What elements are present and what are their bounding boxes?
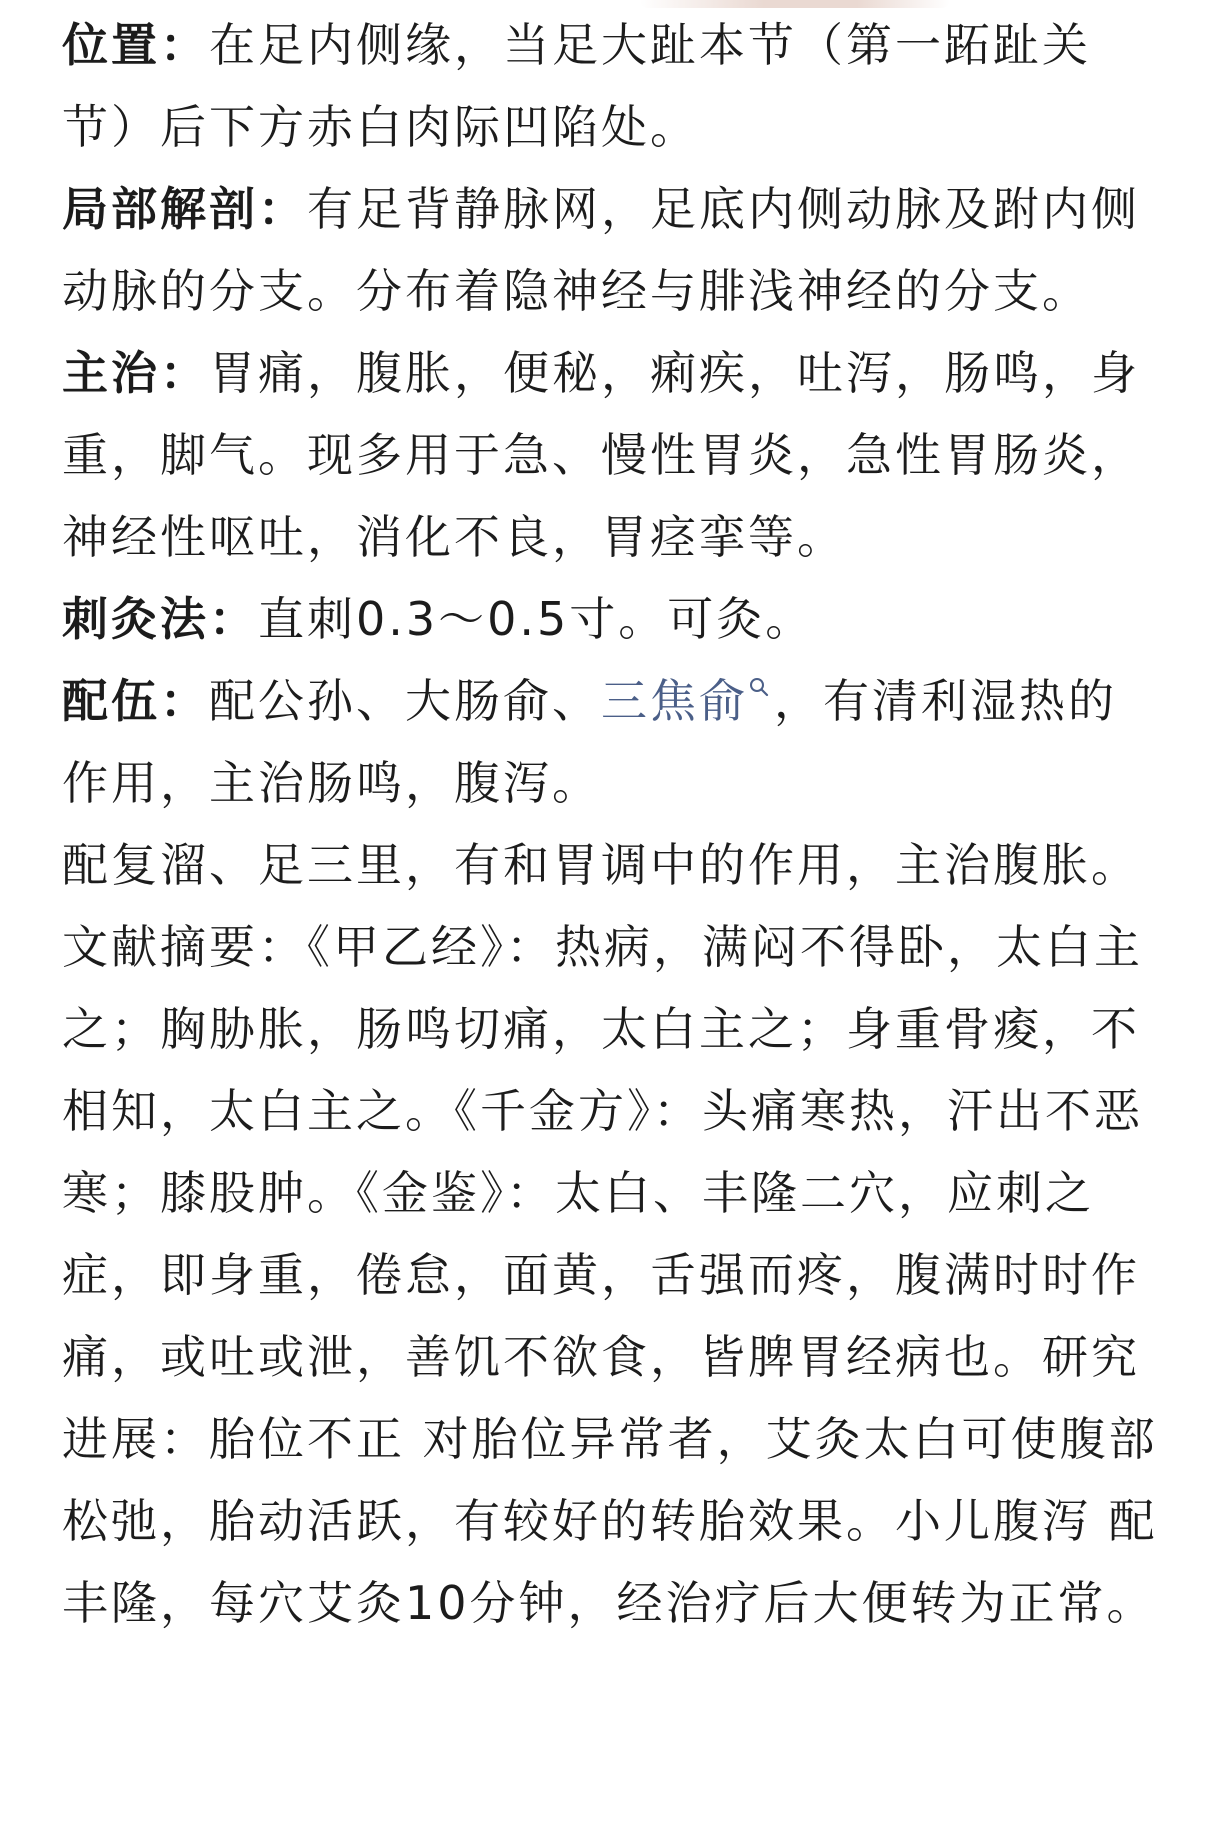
indications-label: 主治：: [62, 346, 209, 400]
technique-label: 刺灸法：: [62, 592, 258, 646]
anatomy-paragraph: [62, 168, 1162, 332]
location-label: 位置：: [62, 18, 209, 72]
combination-label: 配伍：: [62, 674, 209, 728]
technique-text: 直刺0.3～0.5寸。可灸。: [258, 592, 815, 646]
combination-text-after: ，有清利湿热的作用，主治肠鸣，腹泻。: [62, 674, 1117, 810]
combination-more-paragraph: [62, 824, 1162, 1644]
indications-paragraph: [62, 332, 1162, 578]
anatomy-label: 局部解剖：: [62, 182, 307, 236]
combination-text-before: 配公孙、大肠俞、: [209, 674, 601, 728]
combination-paragraph: [62, 660, 1162, 824]
location-text: 在足内侧缘，当足大趾本节（第一跖趾关节）后下方赤白肉际凹陷处。: [62, 18, 1091, 154]
anatomy-text: 有足背静脉网，足底内侧动脉及跗内侧动脉的分支。分布着隐神经与腓浅神经的分支。: [62, 182, 1140, 318]
article-body: [62, 0, 1162, 1644]
sanjiaoshu-link[interactable]: 三焦俞: [601, 674, 748, 728]
indications-text: 胃痛，腹胀，便秘，痢疾，吐泻，肠鸣，身重，脚气。现多用于急、慢性胃炎，急性胃肠炎，神经性呕吐，消化不良，胃痉挛等。: [62, 346, 1140, 564]
search-icon[interactable]: [748, 676, 770, 698]
location-paragraph: [62, 4, 1162, 168]
technique-paragraph: [62, 578, 1162, 660]
combination-more-text: 配复溜、足三里，有和胃调中的作用，主治腹胀。文献摘要：《甲乙经》：热病，满闷不得卧，太白主之；胸胁胀，肠鸣切痛，太白主之；身重骨痠，不相知，太白主之。《千金方》：头痛寒热，汗出不恶寒；膝股肿。《金鉴》：太白、丰隆二穴，应刺之症，即身重，倦怠，面黄，舌强而疼，腹满时时作痛，或吐或泄，善饥不欲食，皆脾胃经病也。研究进展：胎位不正 对胎位异常者，艾灸太白可使腹部松弛，胎动活跃，有较好的转胎效果。小儿腹泻 配丰隆，每穴艾灸10分钟，经治疗后大便转为正常。: [62, 838, 1158, 1630]
